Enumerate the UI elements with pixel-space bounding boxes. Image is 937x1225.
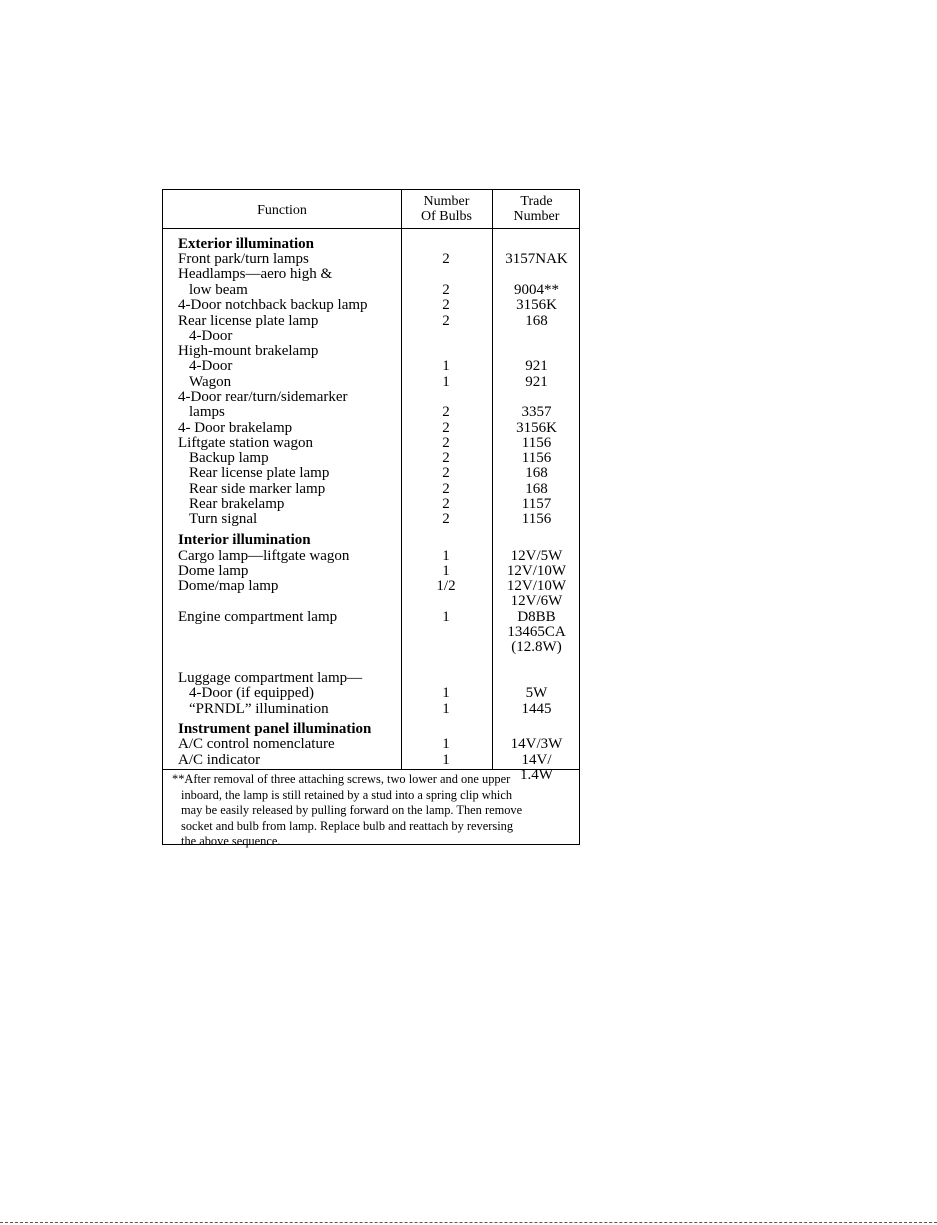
bulb-count-cell: 2 (442, 420, 450, 436)
trade-number-cell: 12V/6W (510, 593, 563, 609)
function-cell: High-mount brakelamp (178, 343, 319, 359)
footnote-line: may be easily released by pulling forward on the lamp. Then remove (181, 803, 523, 818)
table-row (163, 267, 579, 282)
table-row (163, 512, 579, 527)
trade-number-cell: 12V/5W (510, 548, 563, 564)
table-row (163, 298, 579, 313)
table-row (163, 314, 579, 329)
function-cell: Cargo lamp—liftgate wagon (178, 548, 350, 564)
table-row (163, 671, 579, 686)
bulb-count-cell: 2 (442, 465, 450, 481)
page-bottom-border (0, 1222, 937, 1223)
function-cell: Dome lamp (178, 563, 249, 579)
table-row (163, 656, 579, 671)
function-cell: Rear license plate lamp (178, 313, 319, 329)
function-cell: low beam (189, 282, 248, 298)
bulb-count-cell: 1 (442, 563, 450, 579)
header-trade-number (492, 194, 581, 224)
bulb-count-cell: 1 (442, 548, 450, 564)
trade-number-cell: 12V/10W (506, 563, 567, 579)
trade-number-cell: 14V/3W (510, 736, 563, 752)
table-row (163, 497, 579, 512)
header-bulbs-line1: Number (423, 194, 470, 209)
table-row (163, 329, 579, 344)
section-heading-row (163, 722, 579, 737)
function-cell: Rear brakelamp (189, 496, 285, 512)
table-row (163, 579, 579, 594)
footnote-line: inboard, the lamp is still retained by a stud into a spring clip which (181, 787, 513, 802)
bulb-count-cell: 1 (442, 736, 450, 752)
trade-number-cell: 921 (525, 374, 548, 390)
bulb-count-cell: 2 (442, 297, 450, 313)
trade-number-cell: 14V/ (521, 752, 552, 768)
function-cell: Headlamps—aero high & (178, 266, 333, 282)
bulb-count-cell: 1 (442, 685, 450, 701)
bulb-count-cell: 2 (442, 282, 450, 298)
table-row (163, 436, 579, 451)
trade-number-cell: 168 (525, 313, 548, 329)
bulb-count-cell: 1 (442, 609, 450, 625)
trade-number-cell: 168 (525, 481, 548, 497)
table-row (163, 594, 579, 609)
bulb-specification-table (162, 189, 580, 849)
function-cell: Dome/map lamp (178, 578, 279, 594)
function-cell: Liftgate station wagon (178, 435, 313, 451)
function-cell: Luggage compartment lamp— (178, 670, 363, 686)
trade-number-cell: 1445 (521, 701, 552, 717)
trade-number-cell: D8BB (517, 609, 556, 625)
trade-number-cell: 1156 (521, 450, 552, 466)
header-function: Function (257, 203, 307, 218)
header-number-of-bulbs (401, 194, 492, 224)
header-trade-line1: Trade (520, 194, 553, 209)
table-row (163, 390, 579, 405)
bulb-count-cell: 2 (442, 481, 450, 497)
function-cell: lamps (189, 404, 225, 420)
bulb-count-cell: 1 (442, 701, 450, 717)
function-cell: 4-Door (189, 328, 233, 344)
function-cell: 4-Door notchback backup lamp (178, 297, 368, 313)
bulb-count-cell: 2 (442, 313, 450, 329)
bulb-count-cell: 1/2 (436, 578, 456, 594)
footnote-line: **After removal of three attaching screws, two lower and one upper (172, 772, 511, 786)
function-cell: Backup lamp (189, 450, 269, 466)
trade-number-cell: 168 (525, 465, 548, 481)
table-row (163, 549, 579, 564)
table-row (163, 421, 579, 436)
footnote (172, 772, 572, 850)
header-divider (163, 228, 579, 229)
header-bulbs-line2: Of Bulbs (421, 209, 472, 224)
bulb-count-cell: 1 (442, 358, 450, 374)
table-row (163, 640, 579, 655)
trade-number-cell: 1.4W (520, 767, 553, 783)
trade-number-cell: (12.8W) (511, 639, 562, 655)
trade-number-cell: 9004** (514, 282, 559, 298)
table-row (163, 466, 579, 481)
section-heading-row (163, 533, 579, 548)
table-row (163, 451, 579, 466)
bulb-count-cell: 1 (442, 752, 450, 768)
table-row (163, 702, 579, 717)
trade-number-cell: 1156 (521, 435, 552, 451)
trade-number-cell: 3357 (521, 404, 552, 420)
trade-number-cell: 3156K (516, 297, 557, 313)
bulb-count-cell: 2 (442, 435, 450, 451)
trade-number-cell: 921 (525, 358, 548, 374)
table-row (163, 375, 579, 390)
function-cell: 4- Door brakelamp (178, 420, 293, 436)
table-row (163, 344, 579, 359)
bulb-count-cell: 1 (442, 374, 450, 390)
trade-number-cell: 3157NAK (505, 251, 568, 267)
function-cell: Turn signal (189, 511, 258, 527)
footnote-line: the above sequence. (181, 834, 281, 849)
function-cell: Rear side marker lamp (189, 481, 326, 497)
table-row (163, 252, 579, 267)
function-cell: Front park/turn lamps (178, 251, 309, 267)
table-row (163, 737, 579, 752)
footnote-line: socket and bulb from lamp. Replace bulb and reattach by reversing (181, 818, 514, 833)
table-row (163, 686, 579, 701)
bulb-count-cell: 2 (442, 404, 450, 420)
trade-number-cell: 1156 (521, 511, 552, 527)
table-row (163, 283, 579, 298)
bulb-count-cell: 2 (442, 251, 450, 267)
table-row (163, 753, 579, 768)
table-row (163, 610, 579, 625)
section-heading: Interior illumination (178, 532, 311, 548)
bulb-count-cell: 2 (442, 450, 450, 466)
function-cell: Wagon (189, 374, 232, 390)
table-row (163, 482, 579, 497)
function-cell: “PRNDL” illumination (189, 701, 329, 717)
table-row (163, 405, 579, 420)
section-heading: Instrument panel illumination (178, 721, 372, 737)
trade-number-cell: 12V/10W (506, 578, 567, 594)
trade-number-cell: 1157 (521, 496, 552, 512)
trade-number-cell: 13465CA (507, 624, 566, 640)
trade-number-cell: 5W (525, 685, 548, 701)
function-cell: A/C control nomenclature (178, 736, 335, 752)
section-heading: Exterior illumination (178, 236, 314, 252)
function-cell: Engine compartment lamp (178, 609, 338, 625)
trade-number-cell: 3156K (516, 420, 557, 436)
table-row (163, 625, 579, 640)
function-cell: Rear license plate lamp (189, 465, 330, 481)
table-row (163, 359, 579, 374)
header-trade-line2: Number (513, 209, 560, 224)
table-row (163, 564, 579, 579)
function-cell: 4-Door (189, 358, 233, 374)
function-cell: 4-Door (if equipped) (189, 685, 314, 701)
section-heading-row (163, 237, 579, 252)
function-cell: 4-Door rear/turn/sidemarker (178, 389, 348, 405)
bulb-count-cell: 2 (442, 496, 450, 512)
function-cell: A/C indicator (178, 752, 261, 768)
bulb-count-cell: 2 (442, 511, 450, 527)
